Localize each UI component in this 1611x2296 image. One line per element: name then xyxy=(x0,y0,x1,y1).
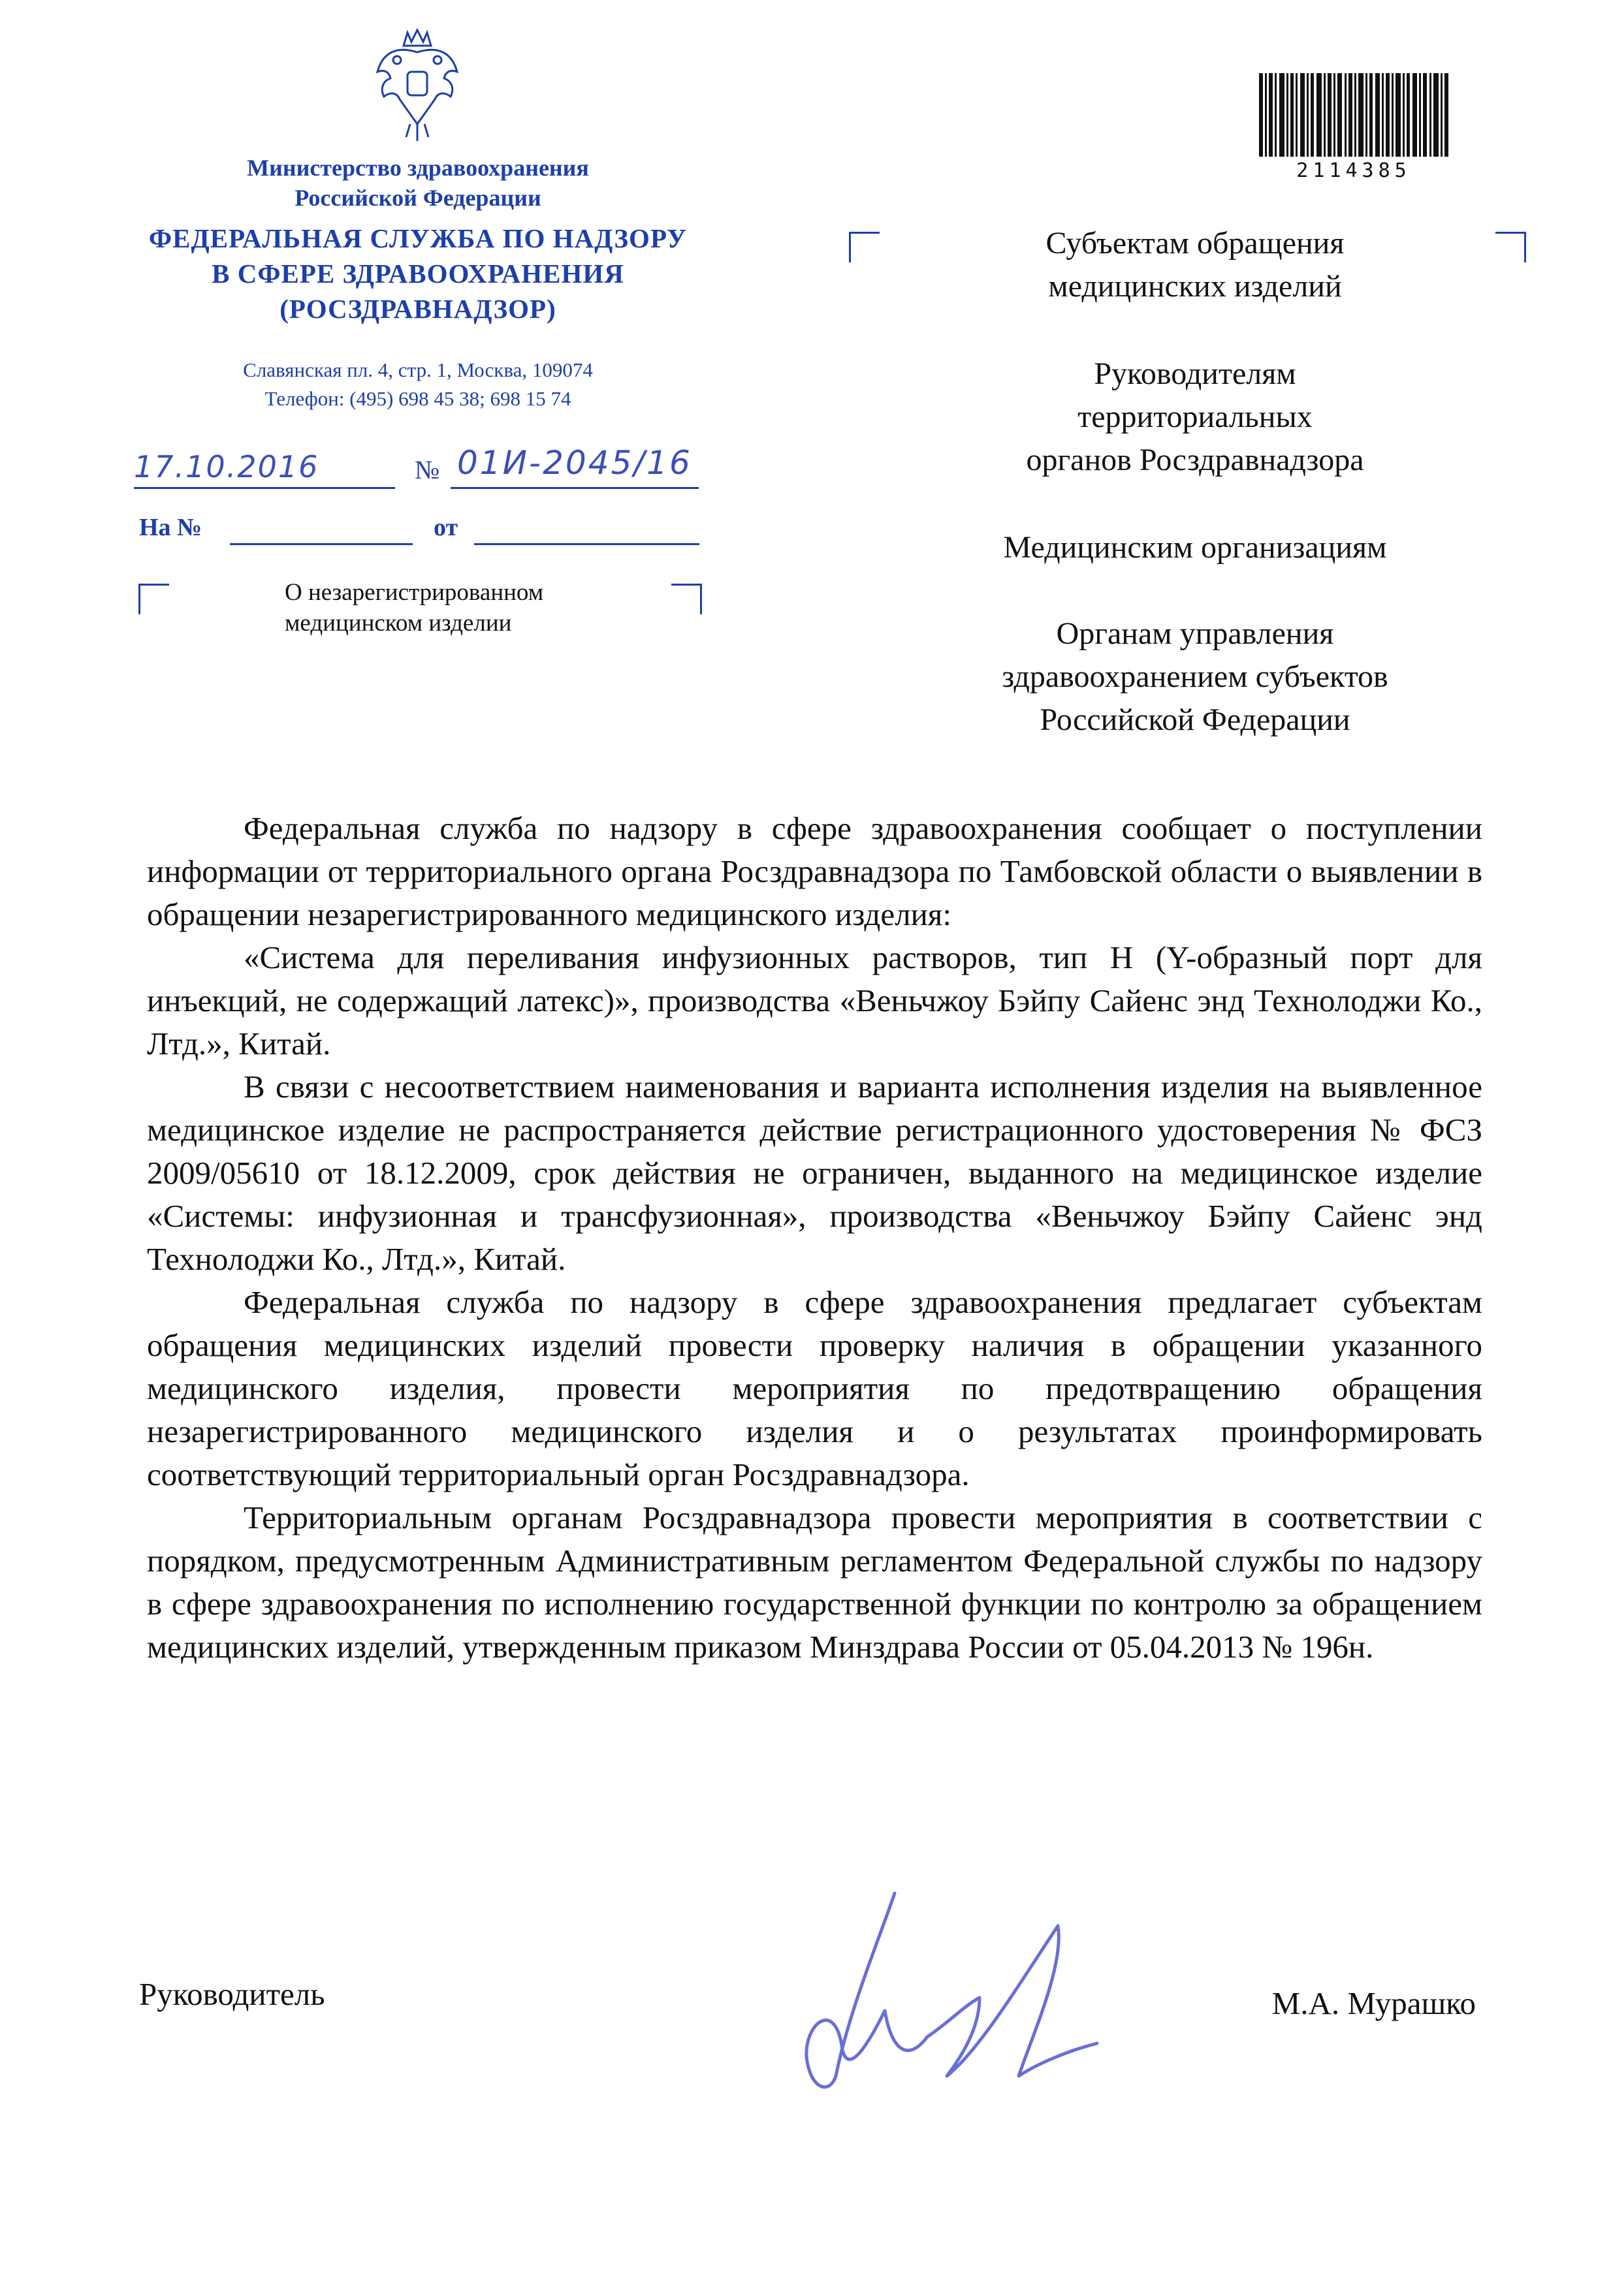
addressee-bracket-right xyxy=(1495,232,1526,262)
service-line-3: (РОСЗДРАВНАДЗОР) xyxy=(279,294,556,324)
subject-bracket-right xyxy=(671,584,702,614)
addressee-1-line-1: Субъектам обращения xyxy=(1045,226,1345,260)
body-paragraph-2: «Система для переливания инфузионных растворов, тип Н (Y-образный порт для инъекций, не содержащий латекс)», производства «Веньчжоу Бэйпу Сайенс энд Технолоджи Ко., Лтд.», Китай. xyxy=(147,939,1482,1062)
ministry-name xyxy=(163,153,673,213)
addressee-1 xyxy=(914,222,1476,308)
service-line-1: ФЕДЕРАЛЬНАЯ СЛУЖБА ПО НАДЗОРУ xyxy=(148,223,688,253)
addressee-4-line-2: здравоохранением субъектов xyxy=(1002,659,1388,694)
handwritten-signature xyxy=(731,1880,1123,2102)
service-line-2: В СФЕРЕ ЗДРАВООХРАНЕНИЯ xyxy=(212,259,624,289)
addressee-2-line-2: территориальных xyxy=(1077,400,1313,434)
signatory-name: М.А. Мурашко xyxy=(1271,1985,1476,2021)
ministry-line-1: Министерство здравоохранения xyxy=(247,155,589,181)
addressee-3 xyxy=(914,526,1476,569)
addressee-4-line-1: Органам управления xyxy=(1056,616,1334,651)
date-underline xyxy=(134,487,395,489)
ministry-line-2: Российской Федерации xyxy=(295,185,541,211)
addressee-1-line-2: медицинских изделий xyxy=(1048,269,1342,304)
reply-to-label: На № xyxy=(139,514,202,541)
number-label: № xyxy=(415,455,440,484)
body-paragraph-3: В связи с несоответствием наименования и варианта исполнения изделия на выявленное медицинское изделие не распространяется действие регистрационного удостоверения № ФСЗ 2009/05610 от 18.12.2009, срок действия не ограничен, выданного на медицинское изделие «Системы: инфузионная и трансфузионная», производства «Веньчжоу Бэйпу Сайенс энд Технолоджи Ко., Лтд.», Китай. xyxy=(147,1069,1482,1277)
addressee-2-line-3: органов Росздравнадзора xyxy=(1026,443,1364,477)
reply-to-underline xyxy=(230,543,413,545)
addressee-4 xyxy=(914,612,1476,742)
registration-number: 01И-2045/16 xyxy=(457,444,692,482)
addressee-4-line-3: Российской Федерации xyxy=(1040,702,1350,737)
registration-date: 17.10.2016 xyxy=(134,449,319,484)
subject-bracket-left xyxy=(138,584,169,614)
service-name xyxy=(118,221,718,326)
addressee-2 xyxy=(914,353,1476,482)
addressee-2-line-1: Руководителям xyxy=(1094,356,1296,391)
signatory-title: Руководитель xyxy=(139,1976,325,2012)
addressee-bracket-left xyxy=(849,232,880,262)
coat-of-arms-emblem xyxy=(371,26,464,144)
body-paragraph-1: Федеральная служба по надзору в сфере здравоохранения сообщает о поступлении информации от территориального органа Росздравнадзора по Тамбовской области о выявлении в обращении незарегистрированного медицинского изделия: xyxy=(147,810,1482,932)
letter-body xyxy=(147,807,1482,1669)
barcode xyxy=(1259,73,1448,157)
phone: Телефон: (495) 698 45 38; 698 15 74 xyxy=(264,387,571,410)
from-underline xyxy=(474,543,699,545)
contact-block xyxy=(163,356,673,413)
address: Славянская пл. 4, стр. 1, Москва, 109074 xyxy=(243,358,593,381)
body-paragraph-5: Территориальным органам Росздравнадзора провести мероприятия в соответствии с порядком, предусмотренным Административным регламентом Федеральной службы по надзору в сфере здравоохранения по исполнению государственной функции по контролю за обращением медицинских изделий, утвержденным приказом Минздрава России от 05.04.2013 № 196н. xyxy=(147,1500,1482,1665)
barcode-number: 2114385 xyxy=(1296,159,1411,182)
number-underline xyxy=(451,487,699,489)
from-label: от xyxy=(434,514,458,541)
addressee-3-line-1: Медицинским организациям xyxy=(1003,530,1387,565)
subject-line: О незарегистрированном медицинском изделии xyxy=(285,579,544,637)
body-paragraph-4: Федеральная служба по надзору в сфере здравоохранения предлагает субъектам обращения медицинских изделий провести проверку наличия в обращении указанного медицинского изделия, провести мероприятия по предотвращению обращения незарегистрированного медицинского изделия и о результатах проинформировать соответствующий территориальный орган Росздравнадзора. xyxy=(147,1284,1482,1492)
